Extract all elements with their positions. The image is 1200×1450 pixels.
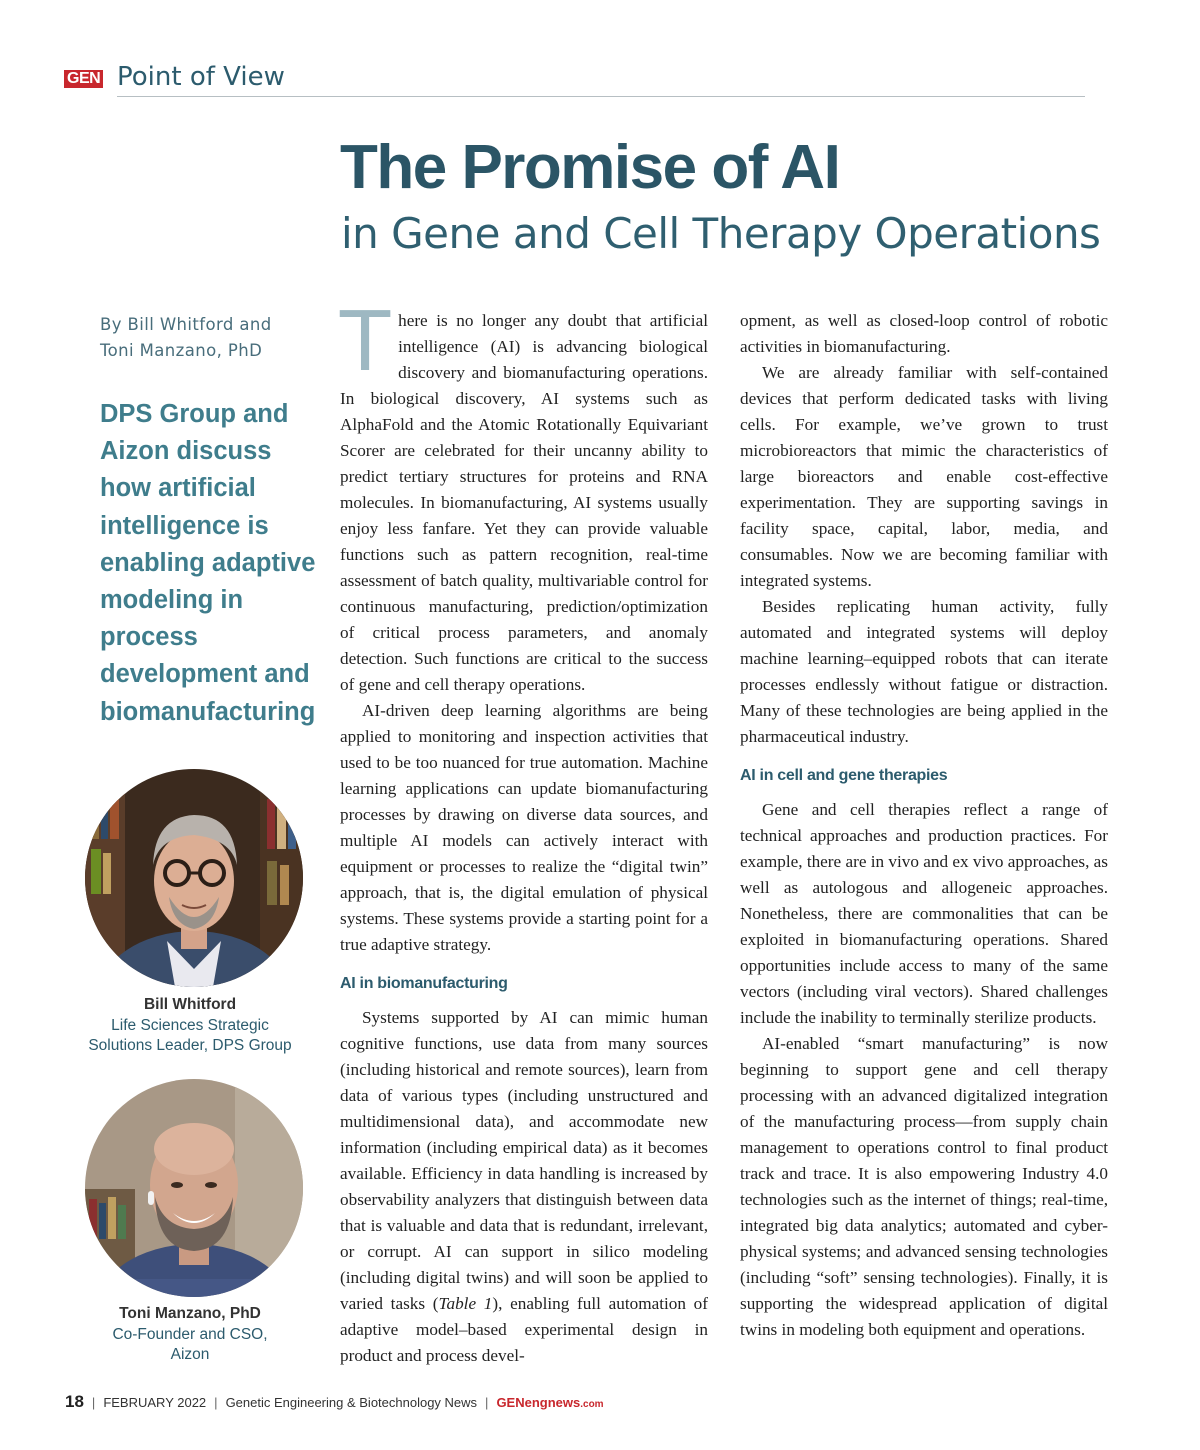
paragraph-text: Systems supported by AI can mimic human cognitive functions, use data from many sources (including historical and remote sources), learn from data of various types (including unstructured and multidimensional data), and accommodate new information (including empirical data) as it becomes available. Efficiency in data handling is increased by observability analyzers that distinguish between data that is valuable and data that is redundant, irrelevant, or corrupt. AI can support in silico modeling (including digital twins) and will soon be applied to varied tasks ( [340,1008,708,1313]
author-role-line: Aizon [170,1346,210,1363]
footer-separator: | [91,1395,96,1410]
header-divider [117,96,1085,97]
portrait-illustration [85,1079,303,1297]
article-deck: DPS Group and Aizon discuss how artificial intelligence is enabling adaptive modeling in process development and biomanufacturing [100,400,316,726]
footer-separator: | [485,1395,489,1410]
article-paragraph: AI-enabled “smart manufacturing” is now beginning to support gene and cell therapy processing with an advanced digitalized integration of the manufacturing process—from supply chain management to operations control to final product track and trace. It is also empowering Industry 4.0 technologies such as the internet of things; real-time, integrated big data analytics; automated and cyber-physical systems; and advanced sensing technologies (including “soft” sensing technologies). Finally, it is supporting the widespread application of digital twins in modeling both equipment and operations. [740,1034,1108,1339]
byline-line-1: By Bill Whitford and [100,315,272,334]
author-caption-2 [70,1304,310,1366]
article-column-2 [740,308,1108,1343]
article-paragraph: Besides replicating human activity, fully automated and integrated systems will deploy machine learning–equipped robots that can iterate processes endlessly without fatigue or distraction. Many of these technologies are being applied in the pharmaceutical industry. [740,597,1108,746]
article-paragraph: We are already familiar with self-contained devices that perform dedicated tasks with living cells. For example, we’ve grown to trust microbioreactors that mimic the characteristics of large bioreactors and enable cost-effective experimentation. They are supporting savings in facility space, capital, labor, media, and consumables. Now we are becoming familiar with integrated systems. [740,363,1108,590]
paragraph-text: here is no longer any doubt that artificial intelligence (AI) is advancing biological discovery and biomanufacturing operations. In biological discovery, AI systems such as AlphaFold and the Atomic Rotationally Equivariant Scorer are celebrated for their uncanny ability to predict tertiary structures for proteins and RNA molecules. In biomanufacturing, AI systems usually enjoy less fanfare. Yet they can provide valuable functions such as pattern recognition, real-time assessment of batch quality, multivariable control for continuous manufacturing, prediction/optimization of critical process parameters, and anomaly detection. Such functions are critical to the success of gene and cell therapy operations. [340,311,708,694]
author-caption-1 [70,995,310,1057]
author-role-line: Co-Founder and CSO, [112,1325,268,1343]
author-photo-bill-whitford [85,769,303,987]
article-paragraph [340,1005,708,1369]
article-title: The Promise of AI [340,133,840,202]
drop-cap: T [340,295,391,390]
author-photo-toni-manzano [85,1079,303,1297]
portrait-illustration [85,769,303,987]
section-label: Point of View [117,62,285,92]
article-paragraph: Gene and cell therapies reflect a range of technical approaches and production practices. For example, there are in vivo and ex vivo approaches, as well as autologous and allogeneic approaches. Nonetheless, there are commonalities that can be exploited in biomanufacturing operations. Shared opportunities include access to many of the same vectors (including viral vectors). Shared challenges include the inability to terminally sterilize products. [740,800,1108,1027]
article-column-1 [340,295,708,1369]
site-link[interactable] [496,1395,603,1410]
issue-date: FEBRUARY 2022 [103,1395,207,1410]
page-number: 18 [65,1392,84,1411]
byline-line-2: Toni Manzano, PhD [100,341,263,360]
site-link-main: GENengnews [496,1395,581,1410]
page-footer [65,1392,604,1412]
author-role-line: Solutions Leader, DPS Group [88,1037,292,1054]
section-heading: AI in biomanufacturing [340,975,508,992]
article-paragraph: opment, as well as closed-loop control of robotic activities in biomanufacturing. [740,311,1108,356]
author-name: Toni Manzano, PhD [119,1305,261,1322]
gen-logo: GEN [64,70,103,88]
section-heading: AI in cell and gene therapies [740,767,948,784]
footer-separator: | [214,1395,218,1410]
article-paragraph: AI-driven deep learning algorithms are being applied to monitoring and inspection activities that used to be too nuanced for true automation. Machine learning applications can update biomanufacturing processes by drawing on diverse data sources, and multiple AI models can actively interact with equipment or processes to realize the “digital twin” approach, that is, the digital emulation of physical systems. These systems provide a starting point for a true adaptive strategy. [340,701,708,954]
site-link-tld: .com [580,1399,604,1410]
table-reference: Table 1 [438,1294,493,1313]
paragraph-text: ), enabling full automation of adaptive model–based experimental design in product and process devel- [340,1294,708,1365]
publication-name: Genetic Engineering & Biotechnology News [225,1395,478,1410]
author-role-line: Life Sciences Strategic [111,1016,269,1034]
author-name: Bill Whitford [143,996,237,1013]
article-subtitle: in Gene and Cell Therapy Operations [341,209,1101,258]
article-paragraph [340,295,708,698]
byline [100,312,320,364]
